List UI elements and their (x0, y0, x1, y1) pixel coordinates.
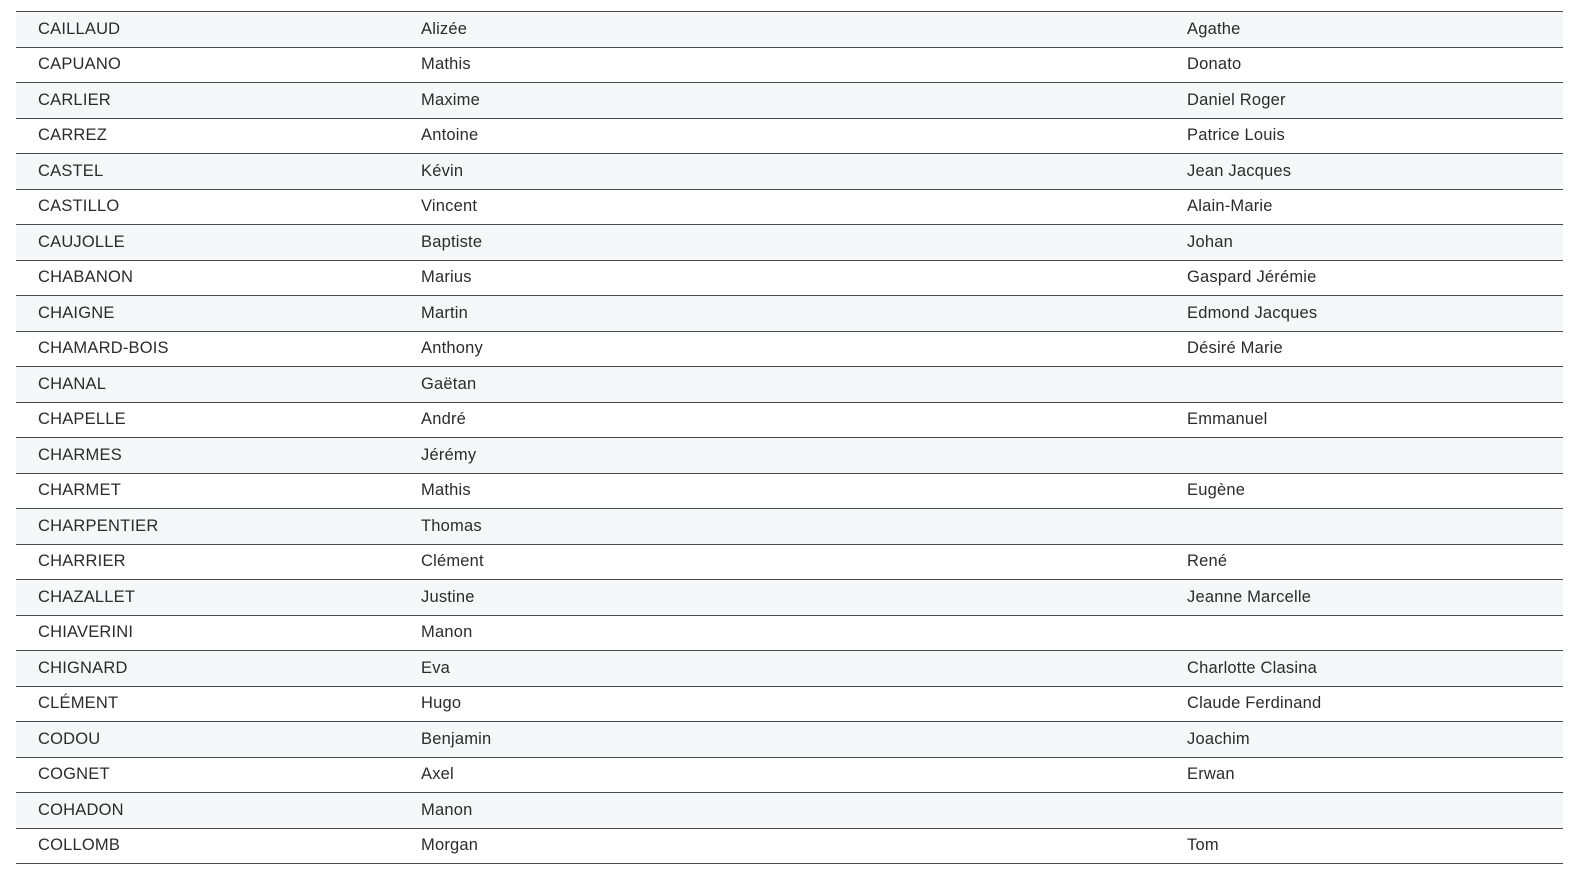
table-row (16, 154, 1563, 190)
table-row (16, 438, 1563, 474)
table-row (16, 722, 1563, 758)
table-row (16, 12, 1563, 48)
other-names-cell: Alain-Marie (1165, 189, 1563, 225)
other-names-cell: Désiré Marie (1165, 331, 1563, 367)
other-names-cell: Jean Jacques (1165, 154, 1563, 190)
last-name-cell: CHAZALLET (16, 580, 399, 616)
table-row (16, 828, 1563, 864)
table-row (16, 651, 1563, 687)
other-names-cell: Daniel Roger (1165, 83, 1563, 119)
table-row (16, 686, 1563, 722)
names-table (16, 11, 1563, 864)
table-row (16, 189, 1563, 225)
table-row (16, 544, 1563, 580)
last-name-cell: CARLIER (16, 83, 399, 119)
first-name-cell: Anthony (399, 331, 1165, 367)
table-row (16, 331, 1563, 367)
table-row (16, 118, 1563, 154)
table-row (16, 793, 1563, 829)
last-name-cell: CHARMET (16, 473, 399, 509)
other-names-cell: Donato (1165, 47, 1563, 83)
first-name-cell: Justine (399, 580, 1165, 616)
table-row (16, 473, 1563, 509)
first-name-cell: Thomas (399, 509, 1165, 545)
table-row (16, 402, 1563, 438)
last-name-cell: CHAIGNE (16, 296, 399, 332)
table-row (16, 757, 1563, 793)
table-row (16, 615, 1563, 651)
last-name-cell: CARREZ (16, 118, 399, 154)
last-name-cell: COGNET (16, 757, 399, 793)
last-name-cell: CHIAVERINI (16, 615, 399, 651)
first-name-cell: Gaëtan (399, 367, 1165, 403)
last-name-cell: CAILLAUD (16, 12, 399, 48)
last-name-cell: CLÉMENT (16, 686, 399, 722)
table-row (16, 47, 1563, 83)
first-name-cell: Alizée (399, 12, 1165, 48)
table-row (16, 580, 1563, 616)
last-name-cell: CASTEL (16, 154, 399, 190)
first-name-cell: Hugo (399, 686, 1165, 722)
first-name-cell: Baptiste (399, 225, 1165, 261)
last-name-cell: COLLOMB (16, 828, 399, 864)
last-name-cell: CHARPENTIER (16, 509, 399, 545)
table-row (16, 83, 1563, 119)
first-name-cell: Martin (399, 296, 1165, 332)
other-names-cell (1165, 793, 1563, 829)
other-names-cell (1165, 367, 1563, 403)
table-row (16, 367, 1563, 403)
last-name-cell: CHAMARD-BOIS (16, 331, 399, 367)
last-name-cell: CAUJOLLE (16, 225, 399, 261)
first-name-cell: Clément (399, 544, 1165, 580)
first-name-cell: Eva (399, 651, 1165, 687)
first-name-cell: Manon (399, 793, 1165, 829)
other-names-cell: Tom (1165, 828, 1563, 864)
first-name-cell: Maxime (399, 83, 1165, 119)
table-row (16, 260, 1563, 296)
first-name-cell: André (399, 402, 1165, 438)
other-names-cell: Erwan (1165, 757, 1563, 793)
last-name-cell: COHADON (16, 793, 399, 829)
other-names-cell: Agathe (1165, 12, 1563, 48)
names-table-body (16, 12, 1563, 864)
other-names-cell: Emmanuel (1165, 402, 1563, 438)
other-names-cell: Jeanne Marcelle (1165, 580, 1563, 616)
first-name-cell: Morgan (399, 828, 1165, 864)
last-name-cell: CHANAL (16, 367, 399, 403)
other-names-cell: Gaspard Jérémie (1165, 260, 1563, 296)
other-names-cell: Charlotte Clasina (1165, 651, 1563, 687)
first-name-cell: Mathis (399, 473, 1165, 509)
last-name-cell: CAPUANO (16, 47, 399, 83)
first-name-cell: Antoine (399, 118, 1165, 154)
other-names-cell: Patrice Louis (1165, 118, 1563, 154)
other-names-cell: René (1165, 544, 1563, 580)
other-names-cell: Johan (1165, 225, 1563, 261)
first-name-cell: Axel (399, 757, 1165, 793)
table-row (16, 225, 1563, 261)
other-names-cell: Joachim (1165, 722, 1563, 758)
other-names-cell: Eugène (1165, 473, 1563, 509)
other-names-cell: Edmond Jacques (1165, 296, 1563, 332)
first-name-cell: Mathis (399, 47, 1165, 83)
table-row (16, 509, 1563, 545)
last-name-cell: CASTILLO (16, 189, 399, 225)
first-name-cell: Vincent (399, 189, 1165, 225)
other-names-cell: Claude Ferdinand (1165, 686, 1563, 722)
last-name-cell: CHAPELLE (16, 402, 399, 438)
last-name-cell: CHABANON (16, 260, 399, 296)
names-table-container (16, 11, 1563, 864)
other-names-cell (1165, 438, 1563, 474)
last-name-cell: CHARMES (16, 438, 399, 474)
first-name-cell: Jérémy (399, 438, 1165, 474)
first-name-cell: Benjamin (399, 722, 1165, 758)
first-name-cell: Marius (399, 260, 1165, 296)
table-row (16, 296, 1563, 332)
other-names-cell (1165, 615, 1563, 651)
last-name-cell: CHIGNARD (16, 651, 399, 687)
first-name-cell: Manon (399, 615, 1165, 651)
first-name-cell: Kévin (399, 154, 1165, 190)
last-name-cell: CHARRIER (16, 544, 399, 580)
last-name-cell: CODOU (16, 722, 399, 758)
other-names-cell (1165, 509, 1563, 545)
